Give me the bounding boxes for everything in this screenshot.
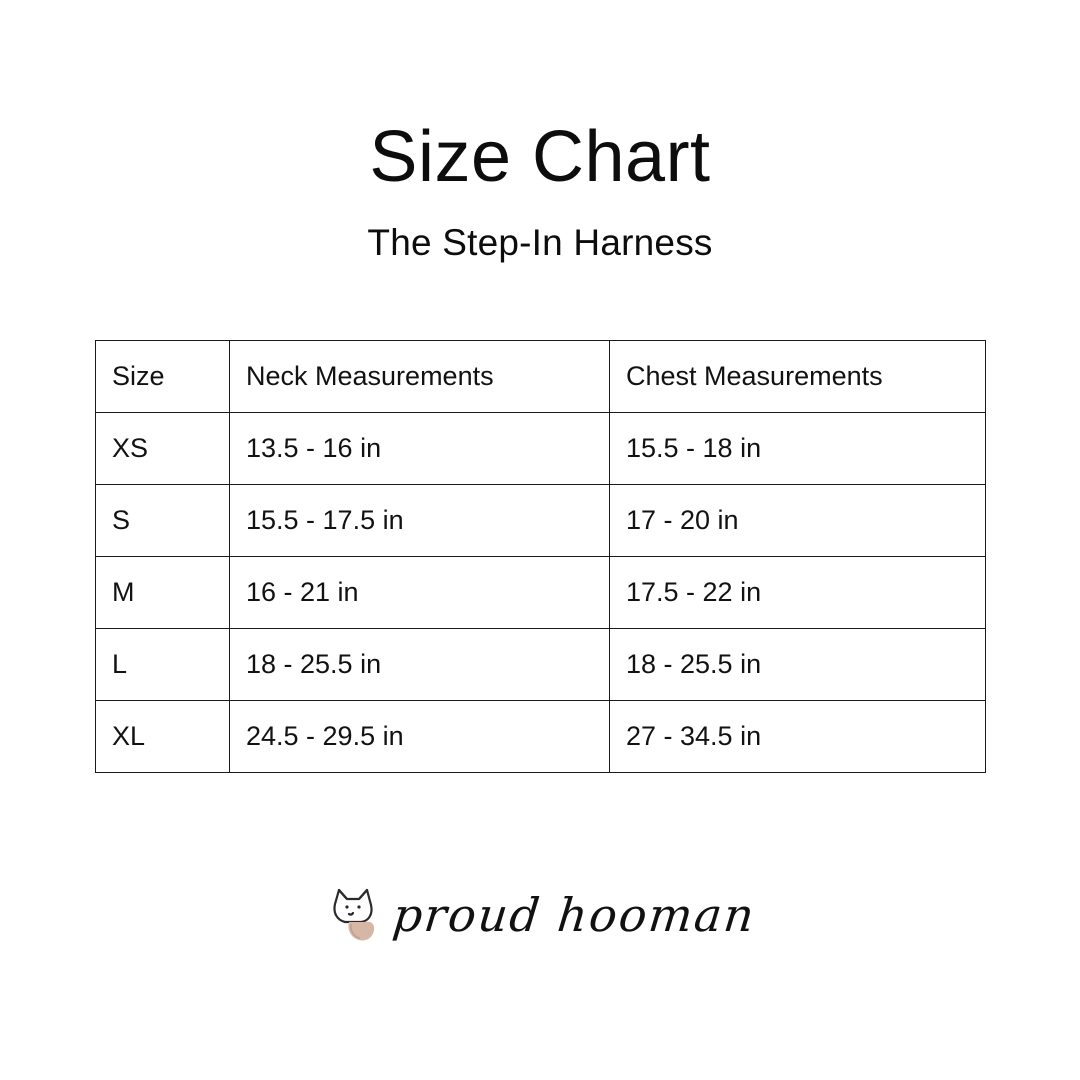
cell-size: XL	[96, 701, 230, 773]
cell-neck: 16 - 21 in	[230, 557, 610, 629]
cell-chest: 15.5 - 18 in	[610, 413, 986, 485]
column-header-size: Size	[96, 341, 230, 413]
cell-neck: 24.5 - 29.5 in	[230, 701, 610, 773]
table-row	[96, 557, 986, 629]
cell-size: S	[96, 485, 230, 557]
cell-size: XS	[96, 413, 230, 485]
table-row	[96, 701, 986, 773]
cell-chest: 18 - 25.5 in	[610, 629, 986, 701]
page-title: Size Chart	[369, 117, 711, 197]
cell-chest: 27 - 34.5 in	[610, 701, 986, 773]
cell-size: L	[96, 629, 230, 701]
table-row	[96, 413, 986, 485]
column-header-chest: Chest Measurements	[610, 341, 986, 413]
cell-chest: 17 - 20 in	[610, 485, 986, 557]
cell-neck: 13.5 - 16 in	[230, 413, 610, 485]
brand-footer	[0, 880, 1080, 950]
size-table	[95, 340, 986, 773]
size-table-container	[95, 340, 985, 773]
cell-chest: 17.5 - 22 in	[610, 557, 986, 629]
cell-neck: 15.5 - 17.5 in	[230, 485, 610, 557]
dog-head-icon	[325, 880, 387, 950]
table-header-row	[96, 341, 986, 413]
cell-neck: 18 - 25.5 in	[230, 629, 610, 701]
table-row	[96, 629, 986, 701]
cell-size: M	[96, 557, 230, 629]
table-row	[96, 485, 986, 557]
brand-name: proud hooman	[389, 888, 759, 942]
page-subtitle: The Step-In Harness	[367, 222, 713, 263]
column-header-neck: Neck Measurements	[230, 341, 610, 413]
